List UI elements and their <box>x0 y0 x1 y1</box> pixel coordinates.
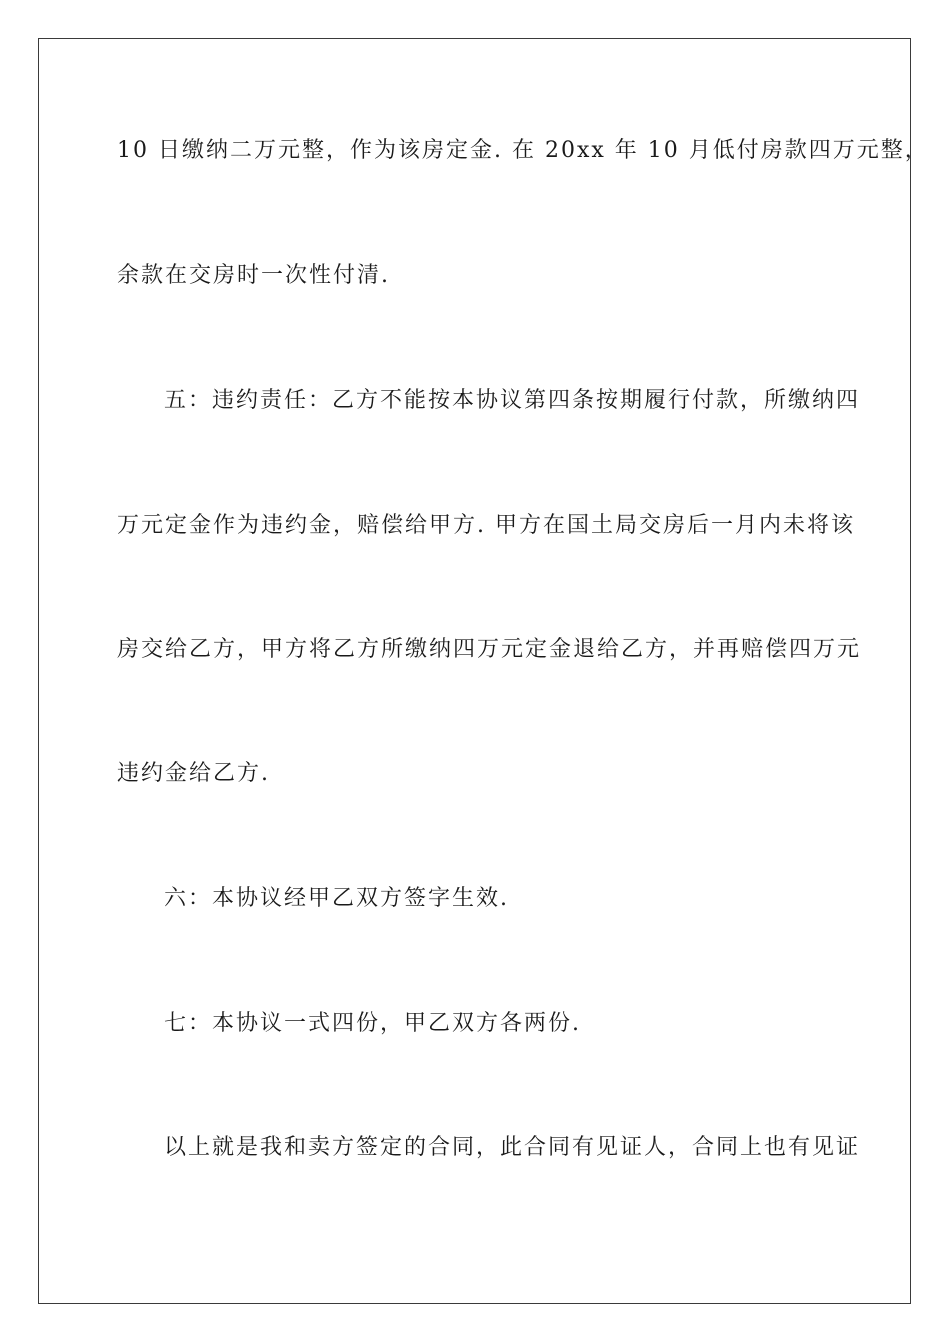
text-line: 10 日缴纳二万元整，作为该房定金. 在 20xx 年 10 月低付房款四万元整， <box>117 138 929 163</box>
clause-six-line: 六：本协议经甲乙双方签字生效. <box>164 886 509 911</box>
page-border <box>38 38 911 1304</box>
text-line: 房交给乙方，甲方将乙方所缴纳四万元定金退给乙方，并再赔偿四万元 <box>117 637 862 662</box>
clause-five-line: 五：违约责任：乙方不能按本协议第四条按期履行付款，所缴纳四 <box>164 388 861 413</box>
closing-paragraph-line: 以上就是我和卖方签定的合同，此合同有见证人，合同上也有见证 <box>164 1135 861 1160</box>
text-line: 余款在交房时一次性付清. <box>117 263 390 288</box>
text-line: 违约金给乙方. <box>117 761 270 786</box>
clause-seven-line: 七：本协议一式四份，甲乙双方各两份. <box>164 1011 581 1036</box>
text-line: 万元定金作为违约金，赔偿给甲方. 甲方在国土局交房后一月内未将该 <box>117 513 855 538</box>
